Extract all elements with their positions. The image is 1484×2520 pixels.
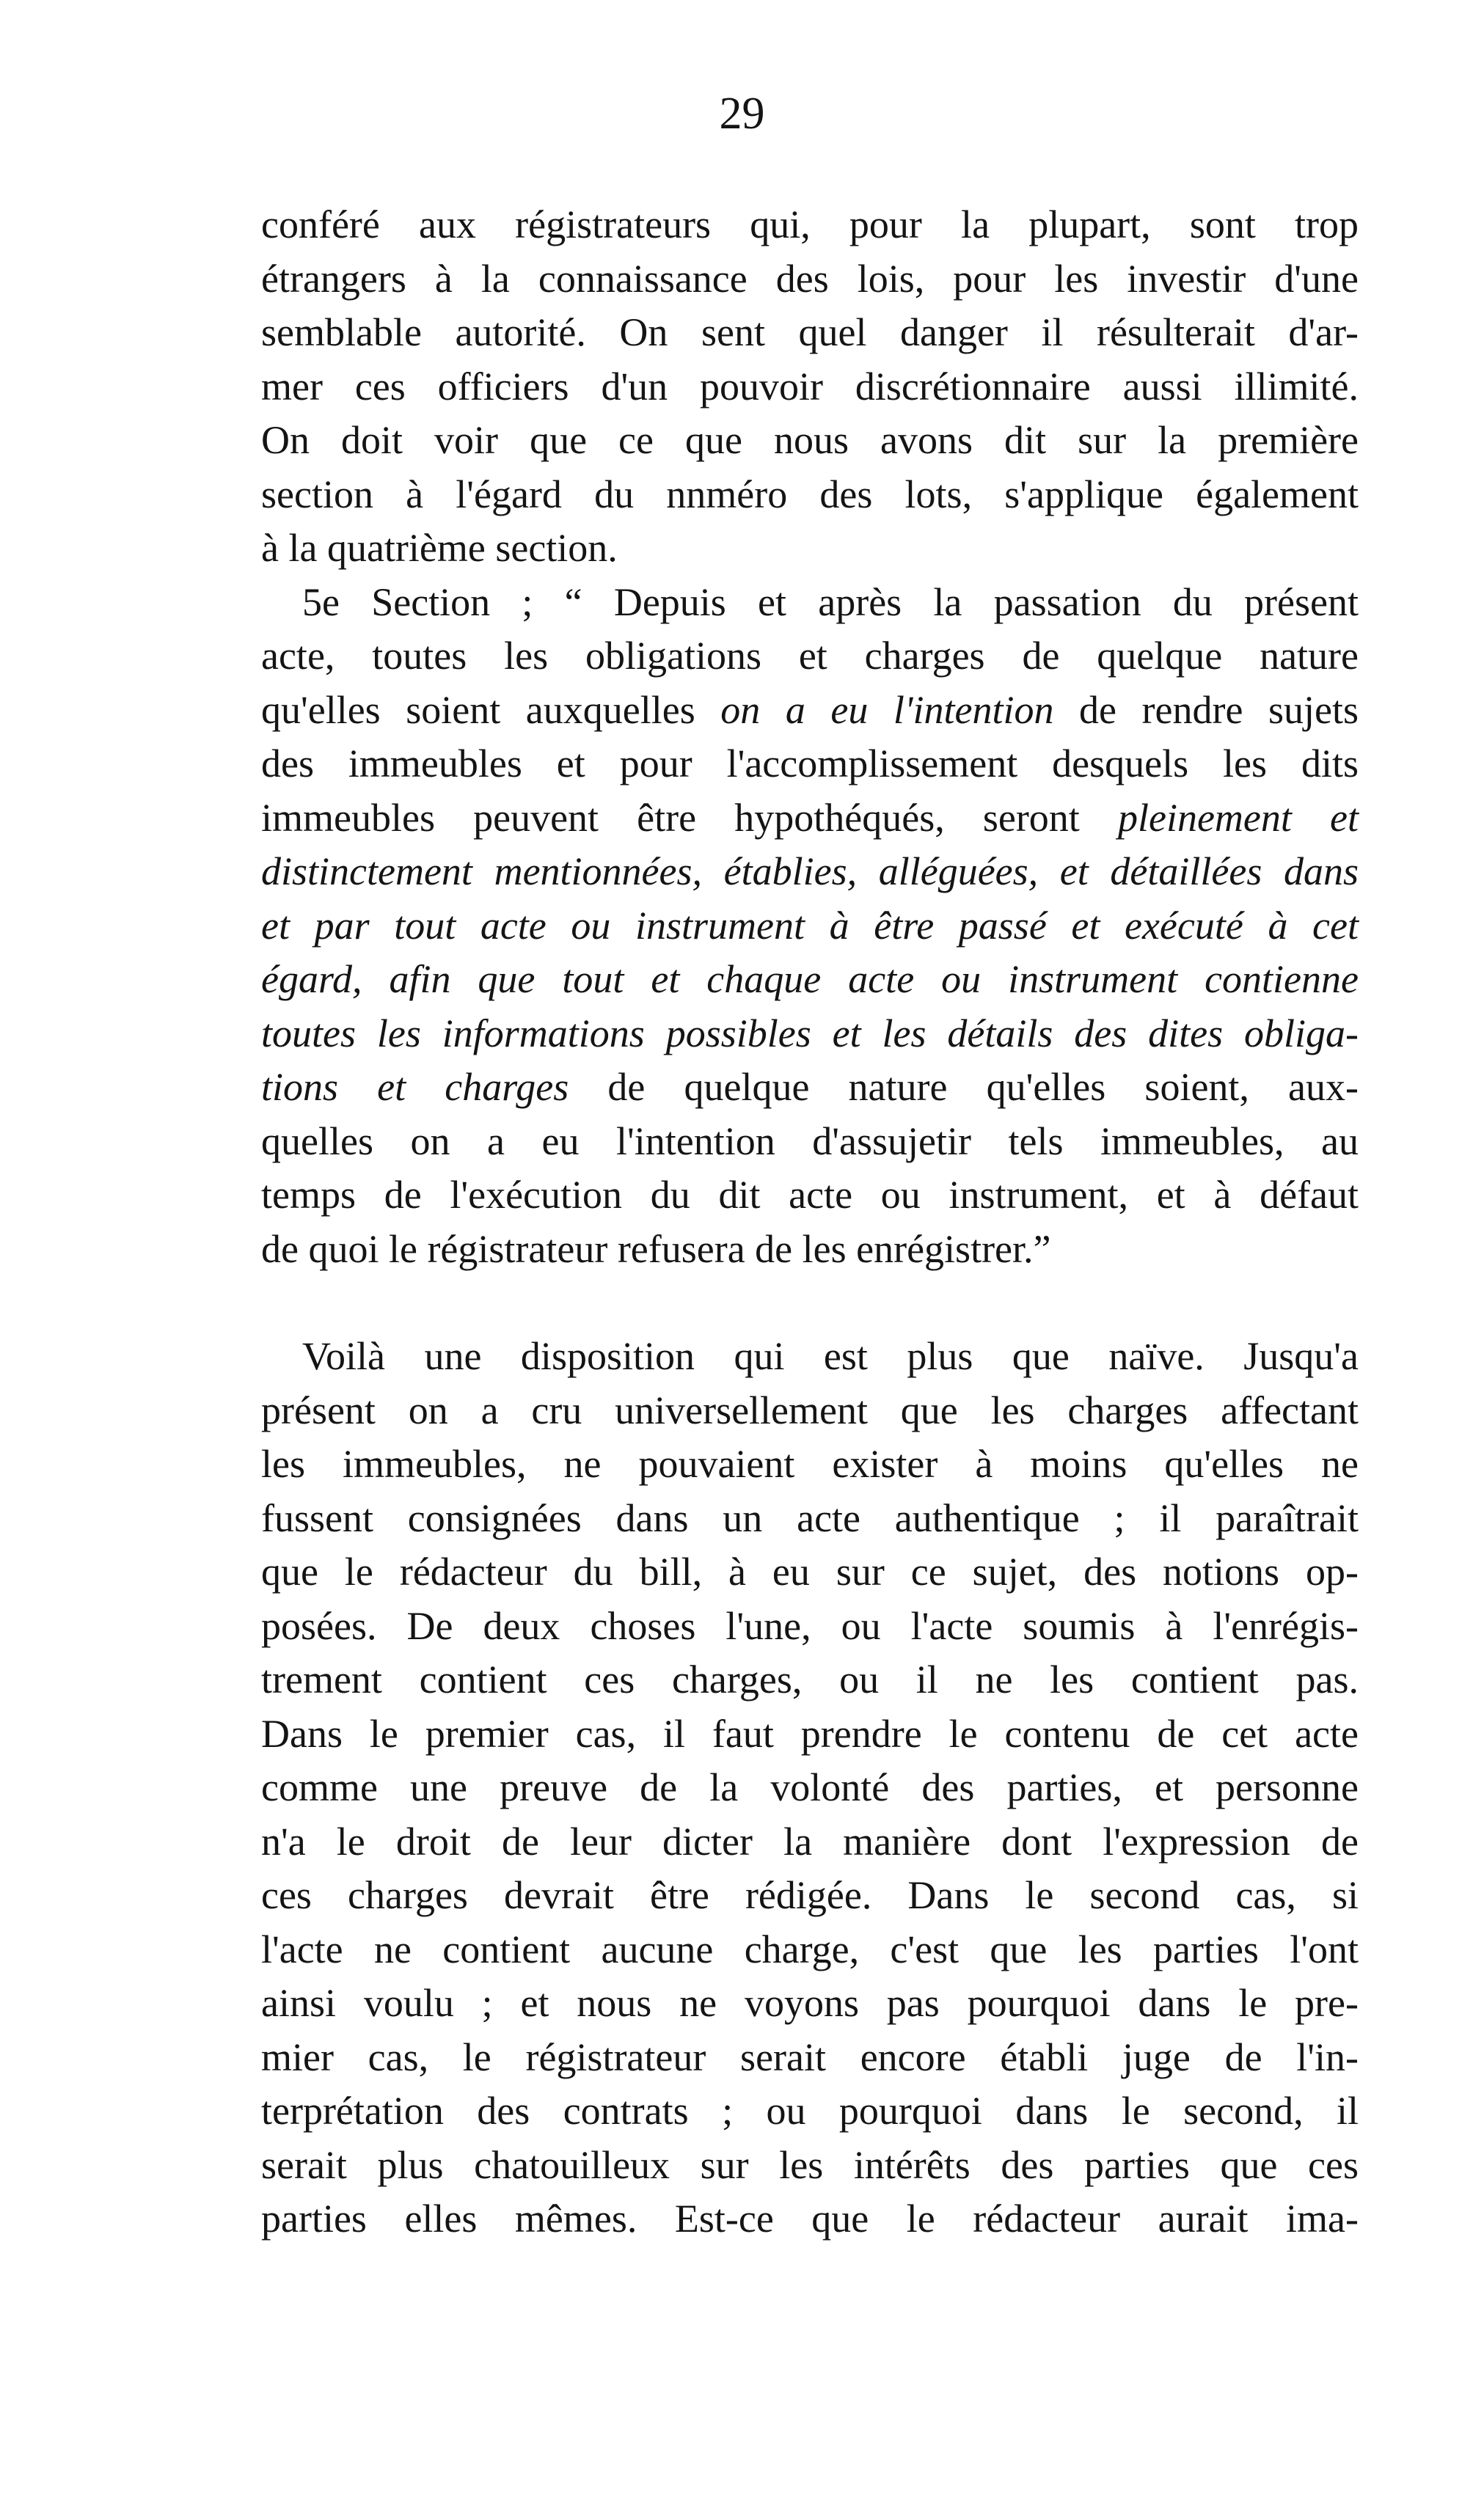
- text-line: Voilà une disposition qui est plus que naïve. Jusqu'a: [302, 1334, 1359, 1378]
- text-line: comme une preuve de la volonté des parties, et personne: [261, 1765, 1359, 1809]
- text-line: terprétation des contrats ; ou pourquoi dans le second, il: [261, 2089, 1359, 2133]
- text-line: étrangers à la connaissance des lois, pour les investir d'une: [261, 256, 1359, 301]
- text-line: l'acte ne contient aucune charge, c'est que les parties l'ont: [261, 1927, 1359, 1971]
- page-number: 29: [719, 89, 765, 139]
- italic-line: toutes les informations possibles et les détails des dites obliga-: [261, 1011, 1359, 1055]
- text-line: acte, toutes les obligations et charges de quelque nature: [261, 634, 1359, 678]
- text-segment: de quelque nature qu'elles soient, aux-: [569, 1065, 1359, 1109]
- italic-line: et par tout acte ou instrument à être passé et exécuté à cet: [261, 903, 1359, 948]
- text-segment: qu'elles soient auxquelles: [261, 687, 721, 732]
- page-body: [261, 198, 1359, 2246]
- text-line: fussent consignées dans un acte authentique ; il paraîtrait: [261, 1495, 1359, 1540]
- text-line-mixed: [261, 791, 1359, 846]
- text-line: de quoi le régistrateur refusera de les enrégistrer.”: [261, 1226, 1051, 1271]
- text-line: Dans le premier cas, il faut prendre le contenu de cet acte: [261, 1711, 1359, 1756]
- paragraph-gap: [261, 1276, 1359, 1330]
- text-line: que le rédacteur du bill, à eu sur ce sujet, des notions op-: [261, 1550, 1359, 1594]
- text-line: semblable autorité. On sent quel danger il résulterait d'ar-: [261, 310, 1359, 354]
- text-line: temps de l'exécution du dit acte ou instrument, et à défaut: [261, 1173, 1359, 1217]
- paragraph-continuation: [261, 198, 1359, 576]
- text-line-mixed: [261, 684, 1359, 738]
- paragraph-section-quote: [261, 576, 1359, 1277]
- text-line: mier cas, le régistrateur serait encore établi juge de l'in-: [261, 2034, 1359, 2079]
- text-line: quelles on a eu l'intention d'assujetir tels immeubles, au: [261, 1118, 1359, 1163]
- italic-segment: on a eu l'intention: [720, 687, 1054, 732]
- text-line: des immeubles et pour l'accomplissement desquels les dits: [261, 741, 1359, 785]
- text-line: serait plus chatouilleux sur les intérêts des parties que ces: [261, 2142, 1359, 2187]
- italic-line: distinctement mentionnées, établies, alléguées, et détaillées dans: [261, 849, 1359, 893]
- text-line: mer ces officiers d'un pouvoir discrétionnaire aussi illimité.: [261, 364, 1359, 409]
- text-line: n'a le droit de leur dicter la manière dont l'expression de: [261, 1819, 1359, 1864]
- text-line: On doit voir que ce que nous avons dit sur la première: [261, 418, 1359, 462]
- italic-line: égard, afin que tout et chaque acte ou instrument contienne: [261, 957, 1359, 1001]
- text-line: conféré aux régistrateurs qui, pour la plupart, sont trop: [261, 202, 1359, 246]
- text-line: à la quatrième section.: [261, 526, 618, 570]
- text-segment: de rendre sujets: [1053, 687, 1359, 732]
- text-line-mixed: [261, 1061, 1359, 1115]
- text-line: 5e Section ; “ Depuis et après la passation du présent: [302, 579, 1359, 624]
- italic-segment: tions et charges: [261, 1065, 569, 1109]
- text-segment: immeubles peuvent être hypothéqués, seront: [261, 795, 1118, 840]
- text-line: présent on a cru universellement que les charges affectant: [261, 1388, 1359, 1432]
- italic-segment: pleinement et: [1117, 795, 1359, 840]
- text-line: posées. De deux choses l'une, ou l'acte soumis à l'enrégis-: [261, 1603, 1359, 1648]
- text-line: section à l'égard du nnméro des lots, s'applique également: [261, 472, 1359, 516]
- text-line: ainsi voulu ; et nous ne voyons pas pourquoi dans le pre-: [261, 1981, 1359, 2025]
- paragraph-commentary: [261, 1330, 1359, 2246]
- text-line: les immeubles, ne pouvaient exister à moins qu'elles ne: [261, 1442, 1359, 1486]
- text-line: ces charges devrait être rédigée. Dans le second cas, si: [261, 1873, 1359, 1917]
- text-line: trement contient ces charges, ou il ne les contient pas.: [261, 1658, 1359, 1702]
- text-line: parties elles mêmes. Est-ce que le rédacteur aurait ima-: [261, 2197, 1359, 2241]
